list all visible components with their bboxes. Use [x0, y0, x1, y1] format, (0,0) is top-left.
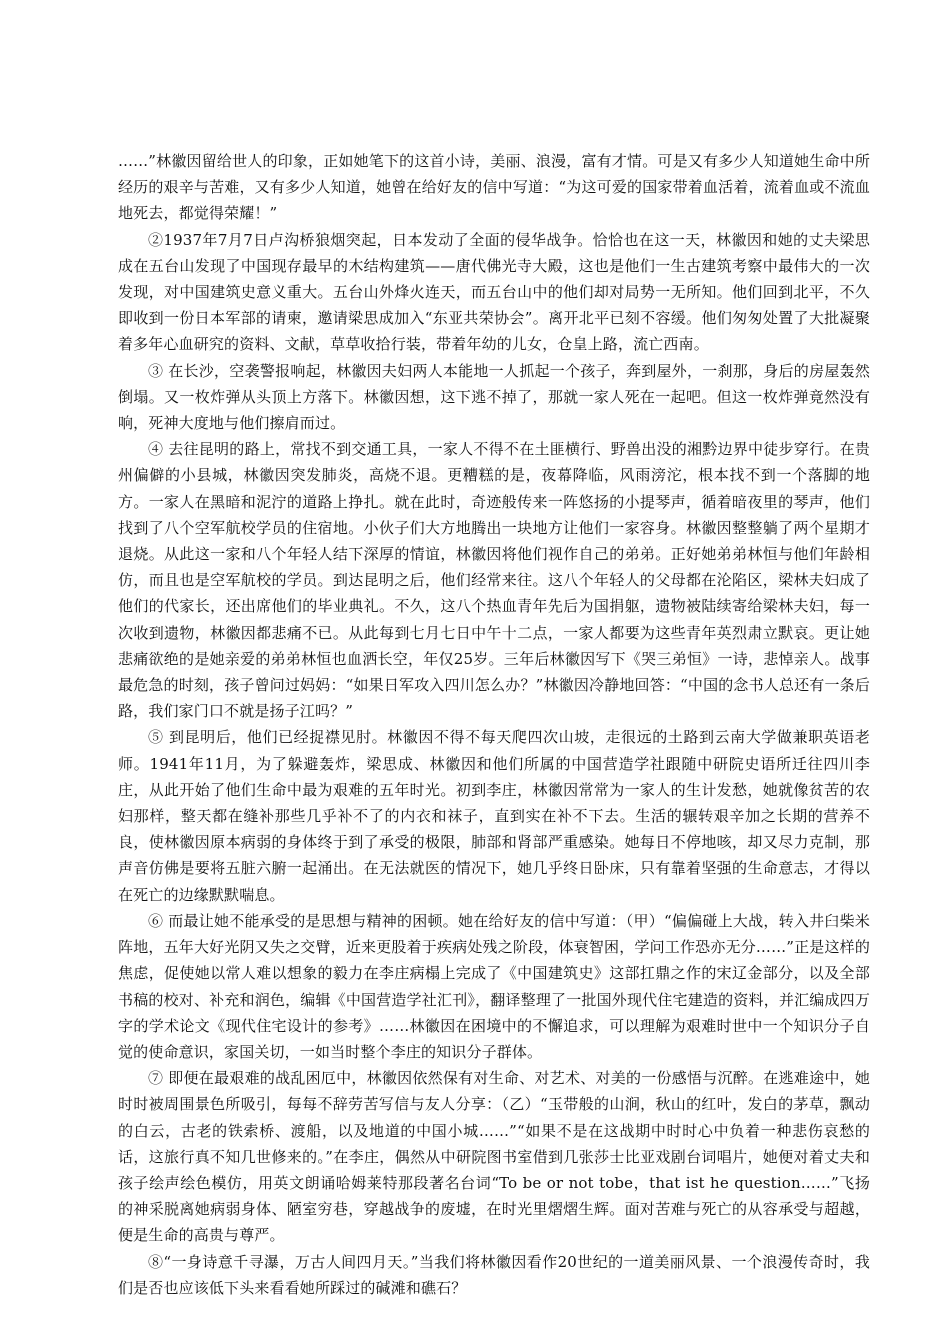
paragraph-8: ⑧“一身诗意千寻瀑，万古人间四月天。”当我们将林徽因看作20世纪的一道美丽风景、一个浪漫传奇时，我们是否也应该低下头来看看她所踩过的碱滩和礁石？: [118, 1252, 870, 1297]
paragraph-4: ④ 去往昆明的路上，常找不到交通工具，一家人不得不在土匪横行、野兽出没的湘黔边界中徒步穿行。在贵州偏僻的小县城，林徽因突发肺炎，高烧不退。更糟糕的是，夜幕降临，风雨滂沱，根本找不到一个落脚的地方。一家人在黑暗和泥泞的道路上挣扎。就在此时，奇迹般传来一阵悠扬的小提琴声，循着暗夜里的琴声，他们找到了八个空军航校学员的住宿地。小伙子们大方地腾出一块地方让他们一家容身。林徽因整整躺了两个星期才退烧。从此这一家和八个年轻人结下深厚的情谊，林徽因将他们视作自己的弟弟。正好她弟弟林恒与他们年龄相仿，而且也是空军航校的学员。到达昆明之后，他们经常来往。这八个年轻人的父母都在沦陷区，梁林夫妇成了他们的代家长，还出席他们的毕业典礼。不久，这八个热血青年先后为国捐躯，遗物被陆续寄给梁林夫妇，每一次收到遗物，林徽因都悲痛不已。从此每到七月七日中午十二点，一家人都要为这些青年英烈肃立默哀。更让她悲痛欲绝的是她亲爱的弟弟林恒也血洒长空，年仅25岁。三年后林徽因写下《哭三弟恒》一诗，悲悼亲人。战事最危急的时刻，孩子曾问过妈妈：“如果日军攻入四川怎么办？”林徽因冷静地回答：“中国的念书人总还有一条后路，我们家门口不就是扬子江吗？”: [118, 440, 870, 721]
paragraph-1: ……”林徽因留给世人的印象，正如她笔下的这首小诗，美丽、浪漫，富有才情。可是又有多少人知道她生命中所经历的艰辛与苦难，又有多少人知道，她曾在给好友的信中写道：“为这可爱的国家带着血活着，流着血或不流血地死去，都觉得荣耀！”: [118, 152, 870, 223]
paragraph-5: ⑤ 到昆明后，他们已经捉襟见肘。林徽因不得不每天爬四次山坡，走很远的土路到云南大学做兼职英语老师。1941年11月，为了躲避轰炸，梁思成、林徽因和他们所属的中国营造学社跟随中研院史语所迁往四川李庄，从此开始了他们生命中最为艰难的五年时光。初到李庄，林徽因常常为一家人的生计发愁，她就像贫苦的农妇那样，整天都在缝补那些几乎补不了的内衣和袜子，直到实在补不下去。生活的辗转艰辛加之长期的营养不良，使林徽因原本病弱的身体终于到了承受的极限，肺部和肾部严重感染。她每日不停地咳，却又尽力克制，那声音仿佛是要将五脏六腑一起涌出。在无法就医的情况下，她几乎终日卧床，只有靠着坚强的生命意志，才得以在死亡的边缘默默喘息。: [118, 728, 870, 904]
paragraph-3: ③ 在长沙，空袭警报响起，林徽因夫妇两人本能地一人抓起一个孩子，奔到屋外，一刹那，身后的房屋轰然倒塌。又一枚炸弹从头顶上方落下。林徽因想，这下逃不掉了，那就一家人死在一起吧。但这一枚炸弹竟然没有响，死神大度地与他们擦肩而过。: [118, 361, 870, 433]
paragraph-7: ⑦ 即便在最艰难的战乱困厄中，林徽因依然保有对生命、对艺术、对美的一份感悟与沉醉。在逃难途中，她时时被周围景色所吸引，每每不辞劳苦写信与友人分享：（乙）“玉带般的山涧，秋山的红叶，发白的茅草，飘动的白云，古老的铁索桥、渡船，以及地道的中国小城……”“如果不是在这战期中时时心中负着一种悲伤哀愁的话，这旅行真不知几世修来的。”在李庄，偶然从中研院图书室借到几张莎士比亚戏剧台词唱片，她便对着丈夫和孩子绘声绘色模仿，用英文朗诵哈姆莱特那段著名台词“To be or not tobe，that ist he question……”飞扬的神采脱离她病弱身体、陋室穷巷，穿越战争的废墟，在时光里熠熠生辉。面对苦难与死亡的从容承受与超越，便是生命的高贵与尊严。: [118, 1069, 870, 1245]
paragraph-6: ⑥ 而最让她不能承受的是思想与精神的困顿。她在给好友的信中写道：（甲）“偏偏碰上大战，转入井臼柴米阵地，五年大好光阴又失之交臂，近来更股着于疾病处残之阶段，体衰智困，学问工作恐亦无分……”正是这样的焦虑，促使她以常人难以想象的毅力在李庄病榻上完成了《中国建筑史》这部扛鼎之作的宋辽金部分，以及全部书稿的校对、补充和润色，编辑《中国营造学社汇刊》，翻译整理了一批国外现代住宅建造的资料，并汇编成四万字的学术论文《现代住宅设计的参考》……林徽因在困境中的不懈追求，可以理解为艰难时世中一个知识分子自觉的使命意识，家国关切，一如当时整个李庄的知识分子群体。: [118, 911, 870, 1061]
article-body: [118, 148, 870, 1301]
paragraph-2: ②1937年7月7日卢沟桥狼烟突起，日本发动了全面的侵华战争。恰恰也在这一天，林徽因和她的丈夫梁思成在五台山发现了中国现存最早的木结构建筑——唐代佛光寺大殿，这也是他们一生古建筑考察中最伟大的一次发现，对中国建筑史意义重大。五台山外烽火连天，而五台山中的他们却对局势一无所知。他们回到北平，不久即收到一份日本军部的请柬，邀请梁思成加入“东亚共荣协会”。离开北平已刻不容缓。他们匆匆处置了大批凝聚着多年心血研究的资料、文献，草草收拾行装，带着年幼的儿女，仓皇上路，流亡西南。: [118, 230, 870, 354]
